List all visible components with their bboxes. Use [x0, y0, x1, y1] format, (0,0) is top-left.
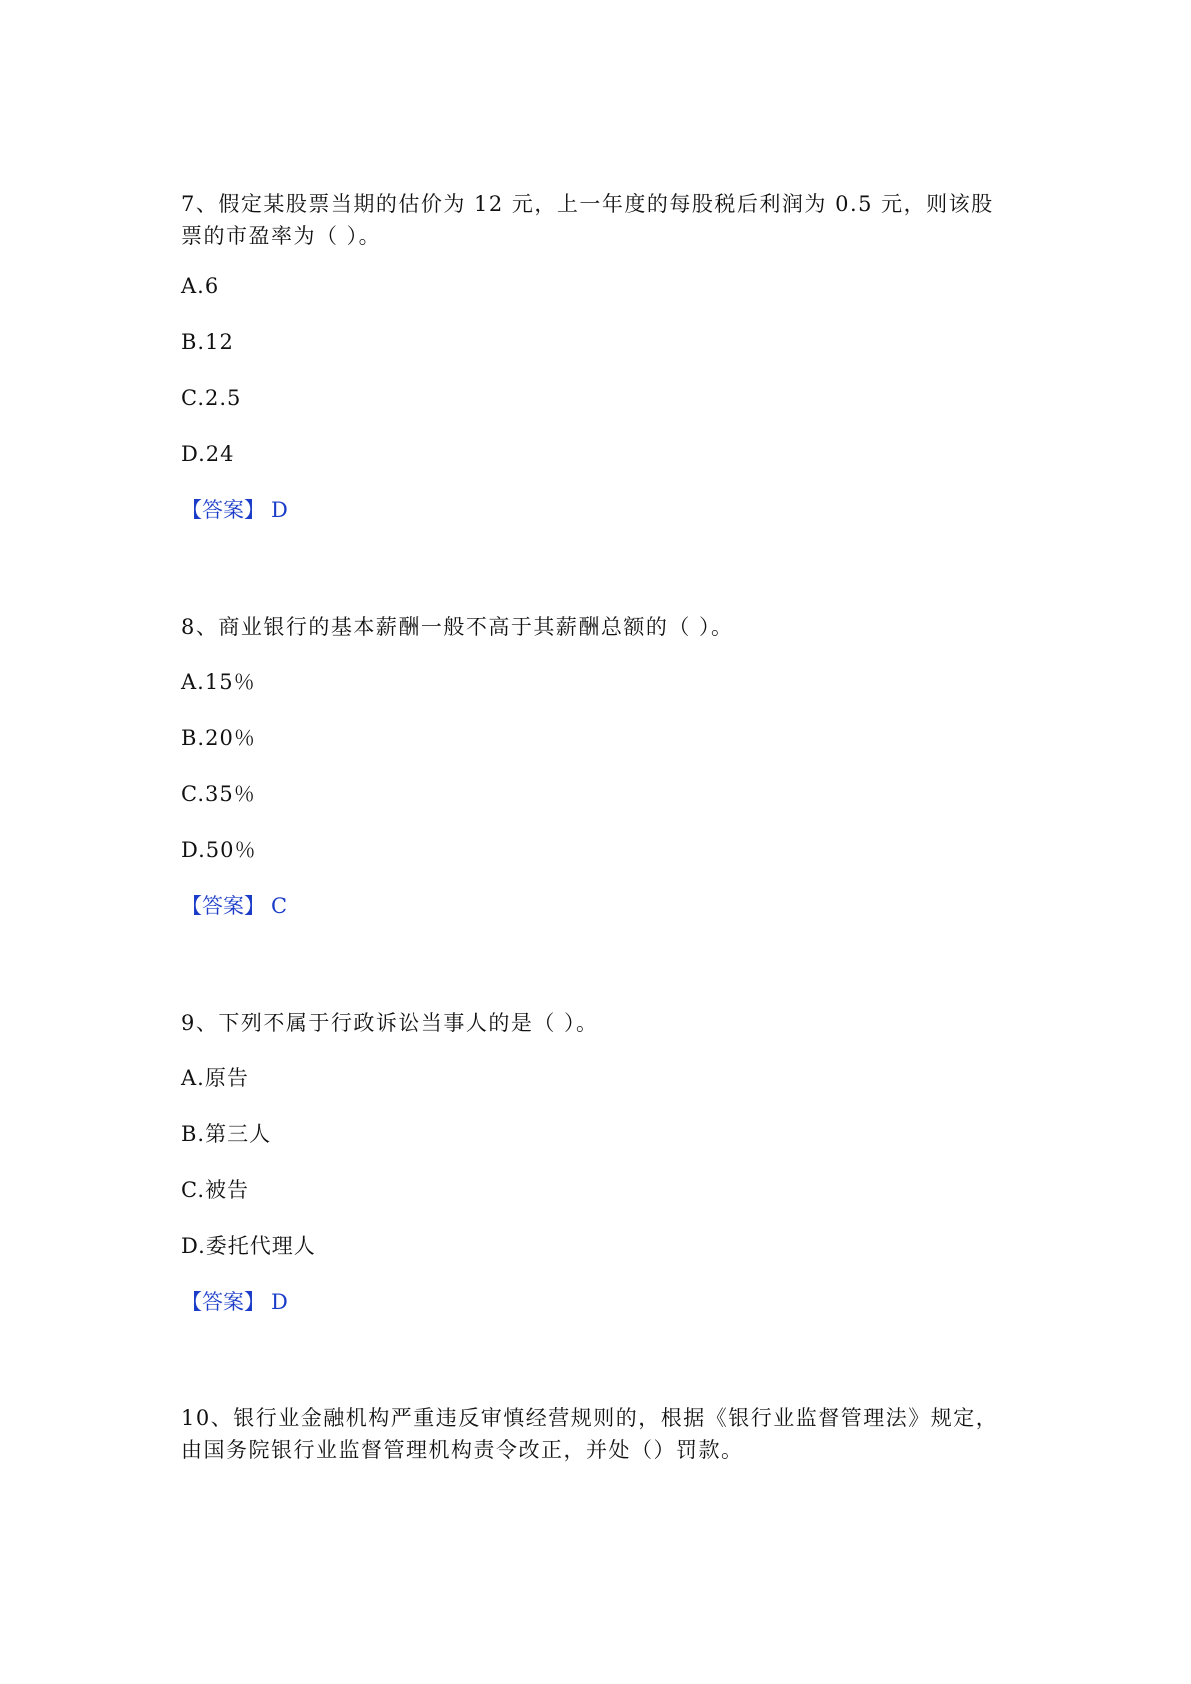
answer-label: 【答案】 [181, 1290, 265, 1314]
question-8-option-b: B.20％ [181, 726, 256, 750]
question-10-text: 10、银行业金融机构严重违反审慎经营规则的，根据《银行业监督管理法》规定，由国务院银行业监督管理机构责令改正，并处（）罚款。 [181, 1406, 999, 1462]
question-9-answer [181, 1287, 288, 1317]
question-9-option-a: A.原告 [181, 1066, 249, 1090]
question-9-option-c: C.被告 [181, 1178, 249, 1202]
question-9-option-b: B.第三人 [181, 1122, 272, 1146]
question-7-option-c: C.2.5 [181, 386, 242, 410]
question-7-answer [181, 495, 288, 525]
question-9-option-d: D.委托代理人 [181, 1234, 316, 1258]
question-7-option-b: B.12 [181, 330, 234, 354]
question-7-text: 7、假定某股票当期的估价为 12 元，上一年度的每股税后利润为 0.5 元，则该股票的市盈率为（ ）。 [181, 192, 994, 248]
question-8-answer [181, 891, 287, 921]
question-8-option-c: C.35％ [181, 782, 256, 806]
answer-value: C [271, 894, 288, 918]
answer-value: D [271, 498, 288, 522]
question-7-option-a: A.6 [181, 274, 220, 298]
question-7-option-d: D.24 [181, 442, 235, 466]
question-9-text: 9、下列不属于行政诉讼当事人的是（ ）。 [181, 1011, 599, 1035]
question-8-text: 8、商业银行的基本薪酬一般不高于其薪酬总额的（ ）。 [181, 615, 734, 639]
answer-value: D [271, 1290, 288, 1314]
answer-label: 【答案】 [181, 894, 265, 918]
question-8-option-a: A.15％ [181, 670, 256, 694]
answer-label: 【答案】 [181, 498, 265, 522]
question-8-option-d: D.50％ [181, 838, 257, 862]
